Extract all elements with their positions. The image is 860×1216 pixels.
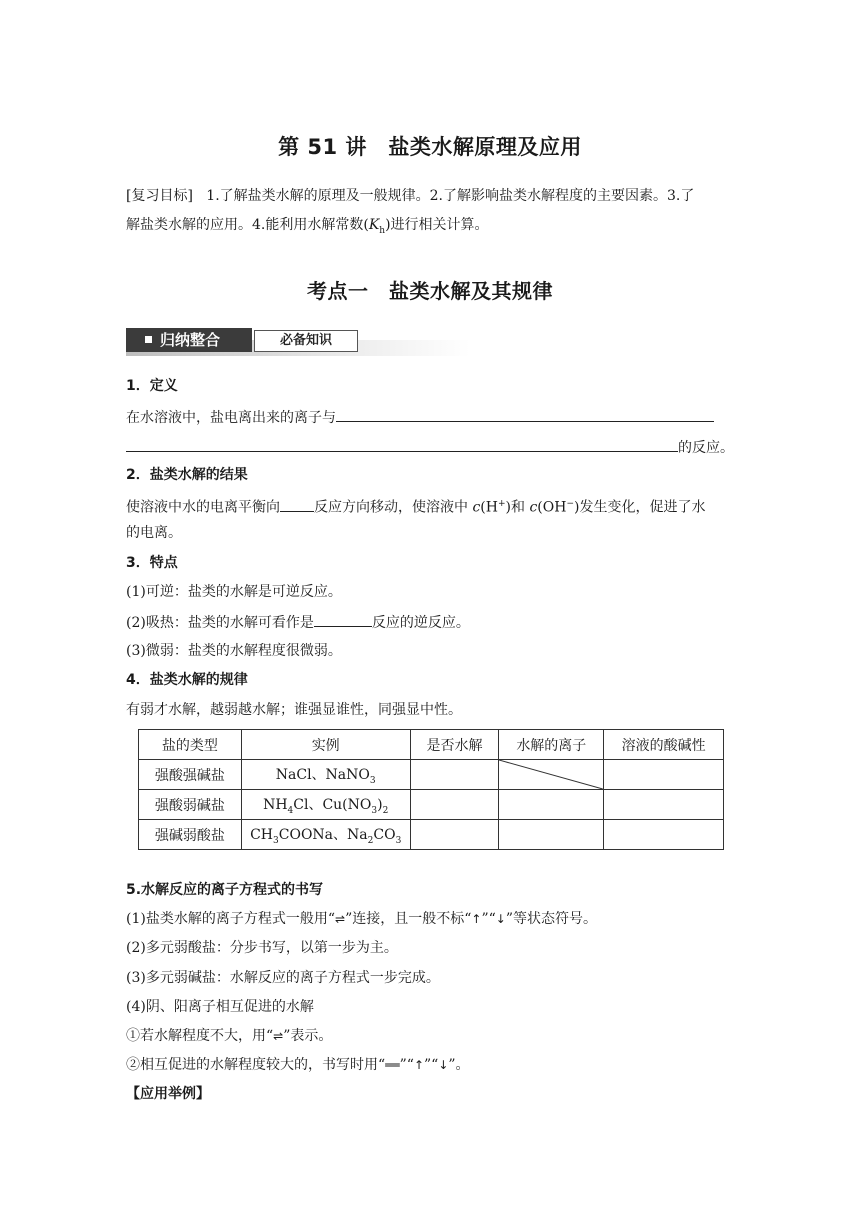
h-ion-open: (H xyxy=(480,499,498,516)
definition-text-a: 在水溶液中，盐电离出来的离子与 xyxy=(126,410,336,426)
hydrolysis-table xyxy=(138,729,724,850)
table-cell-answer[interactable] xyxy=(604,790,724,820)
table-cell-answer[interactable] xyxy=(604,760,724,790)
table-header: 是否水解 xyxy=(410,730,499,760)
table-cell-answer[interactable] xyxy=(499,820,604,850)
feature-item-2a: (2)吸热：盐类的水解可看作是 xyxy=(126,615,314,631)
table-row xyxy=(139,790,724,820)
equilibrium-arrow-icon: ⇌ xyxy=(273,1029,284,1043)
result-text-a: 使溶液中水的电离平衡向 xyxy=(126,499,280,516)
badge-dark xyxy=(126,328,252,352)
heading-rules: 4．盐类水解的规律 xyxy=(126,672,248,688)
table-header: 盐的类型 xyxy=(139,730,242,760)
oh-ion-close: )发生变化，促进了水 xyxy=(573,499,706,516)
fill-blank-4[interactable] xyxy=(314,611,372,627)
example-text: NaCl、NaNO xyxy=(275,766,370,783)
table-header: 溶液的酸碱性 xyxy=(604,730,724,760)
conc-symbol-h: c xyxy=(472,499,481,516)
table-cell-answer[interactable] xyxy=(410,820,499,850)
section-title: 考点一 盐类水解及其规律 xyxy=(307,279,553,303)
table-row xyxy=(139,820,724,850)
table-cell-diagonal xyxy=(499,760,604,790)
result-line-1 xyxy=(126,494,736,518)
minus-sup: − xyxy=(566,499,574,509)
example-text: NH xyxy=(263,796,288,813)
feature-item-1: (1)可逆：盐类的水解是可逆反应。 xyxy=(126,584,342,600)
page-title: 第 51 讲 盐类水解原理及应用 xyxy=(278,135,582,159)
down-arrow-icon: ↓ xyxy=(438,1058,449,1072)
table-cell-type: 强碱弱酸盐 xyxy=(139,820,242,850)
equilibrium-arrow-icon: ⇌ xyxy=(335,912,346,926)
equals-sign-icon: ══ xyxy=(385,1058,400,1072)
review-goals-line-2 xyxy=(126,215,736,241)
table-row xyxy=(139,760,724,790)
heading-equations: 5.水解反应的离子方程式的书写 xyxy=(126,882,324,898)
example-text: ) xyxy=(377,796,383,813)
equation-item-1a: (1)盐类水解的离子方程式一般用“ xyxy=(126,911,335,927)
example-sub: 2 xyxy=(382,805,389,816)
equation-item-6b: ”“ xyxy=(399,1057,414,1073)
diagonal-line-icon xyxy=(499,760,603,789)
example-sub: 4 xyxy=(287,805,294,816)
result-line-2: 的电离。 xyxy=(126,525,182,541)
h-ion-close: )和 xyxy=(505,499,530,516)
definition-text-b: 的反应。 xyxy=(678,440,734,456)
equation-item-6 xyxy=(126,1055,736,1075)
fill-blank-2[interactable] xyxy=(126,436,678,452)
table-cell-example xyxy=(241,760,410,790)
example-heading: 【应用举例】 xyxy=(126,1086,210,1102)
plus-sup: + xyxy=(497,499,506,509)
table-cell-example xyxy=(241,820,410,850)
table-cell-type: 强酸强碱盐 xyxy=(139,760,242,790)
heading-result: 2．盐类水解的结果 xyxy=(126,467,248,483)
equation-item-6c: ”“ xyxy=(424,1057,439,1073)
down-arrow-icon: ↓ xyxy=(495,912,506,926)
table-header: 水解的离子 xyxy=(499,730,604,760)
badge-light-label: 必备知识 xyxy=(254,330,358,352)
example-text: Cl、Cu(NO xyxy=(293,796,372,813)
review-goals-text-1: 1.了解盐类水解的原理及一般规律。2.了解影响盐类水解程度的主要因素。3.了 xyxy=(206,188,695,204)
table-header: 实例 xyxy=(241,730,410,760)
table-cell-answer[interactable] xyxy=(410,790,499,820)
table-cell-answer[interactable] xyxy=(499,790,604,820)
result-text-b: 反应方向移动，使溶液中 xyxy=(314,499,473,516)
definition-line-2 xyxy=(126,436,736,458)
equation-item-6a: ②相互促进的水解程度较大的，书写时用“ xyxy=(126,1057,386,1073)
example-sub: 3 xyxy=(369,775,376,786)
table-cell-answer[interactable] xyxy=(604,820,724,850)
equation-item-6d: ”。 xyxy=(448,1057,470,1073)
table-cell-type: 强酸弱碱盐 xyxy=(139,790,242,820)
review-goals-text-2a: 解盐类水解的应用。4.能利用水解常数( xyxy=(126,217,369,233)
rules-text: 有弱才水解，越弱越水解；谁强显谁性，同强显中性。 xyxy=(126,702,462,718)
review-goals-line-1 xyxy=(126,186,736,206)
definition-line-1 xyxy=(126,406,736,428)
fill-blank-1[interactable] xyxy=(336,406,714,422)
equation-item-5a: ①若水解程度不大，用“ xyxy=(126,1028,274,1044)
feature-item-2b: 反应的逆反应。 xyxy=(371,615,470,631)
example-sub: 3 xyxy=(273,835,279,846)
feature-item-2 xyxy=(126,611,736,633)
heading-definition: 1．定义 xyxy=(126,378,178,394)
equation-item-2: (2)多元弱酸盐：分步书写，以第一步为主。 xyxy=(126,940,398,956)
example-text: CO xyxy=(373,826,396,843)
example-sub: 3 xyxy=(371,805,378,816)
example-text: CH xyxy=(250,826,274,843)
table-cell-example xyxy=(241,790,410,820)
equation-item-5 xyxy=(126,1026,736,1046)
equation-item-1d: ”等状态符号。 xyxy=(505,911,598,927)
equation-item-3: (3)多元弱碱盐：水解反应的离子方程式一步完成。 xyxy=(126,970,440,986)
fill-blank-3[interactable] xyxy=(280,496,314,512)
oh-ion-open: (OH xyxy=(537,499,567,516)
feature-item-3: (3)微弱：盐类的水解程度很微弱。 xyxy=(126,643,342,659)
equation-item-5b: ”表示。 xyxy=(283,1028,333,1044)
equation-item-1b: ”连接，且一般不标“ xyxy=(345,911,472,927)
section-badge xyxy=(126,328,470,356)
example-sub: 2 xyxy=(367,835,374,846)
example-text: COONa、Na xyxy=(278,826,368,843)
square-icon xyxy=(145,336,152,343)
table-cell-answer[interactable] xyxy=(410,760,499,790)
up-arrow-icon: ↑ xyxy=(471,912,482,926)
equation-item-1 xyxy=(126,909,736,929)
equation-item-4: (4)阴、阳离子相互促进的水解 xyxy=(126,999,314,1015)
equation-item-1c: ”“ xyxy=(481,911,496,927)
table-header-row xyxy=(139,730,724,760)
example-sub: 3 xyxy=(395,835,402,846)
review-goals-label: [复习目标] xyxy=(126,188,193,204)
kh-subscript: h xyxy=(379,225,386,236)
up-arrow-icon: ↑ xyxy=(413,1058,424,1072)
kh-symbol: K xyxy=(368,217,380,233)
review-goals-text-2b: )进行相关计算。 xyxy=(385,217,489,233)
heading-features: 3．特点 xyxy=(126,555,178,571)
conc-symbol-oh: c xyxy=(529,499,538,516)
badge-dark-label: 归纳整合 xyxy=(160,331,221,349)
